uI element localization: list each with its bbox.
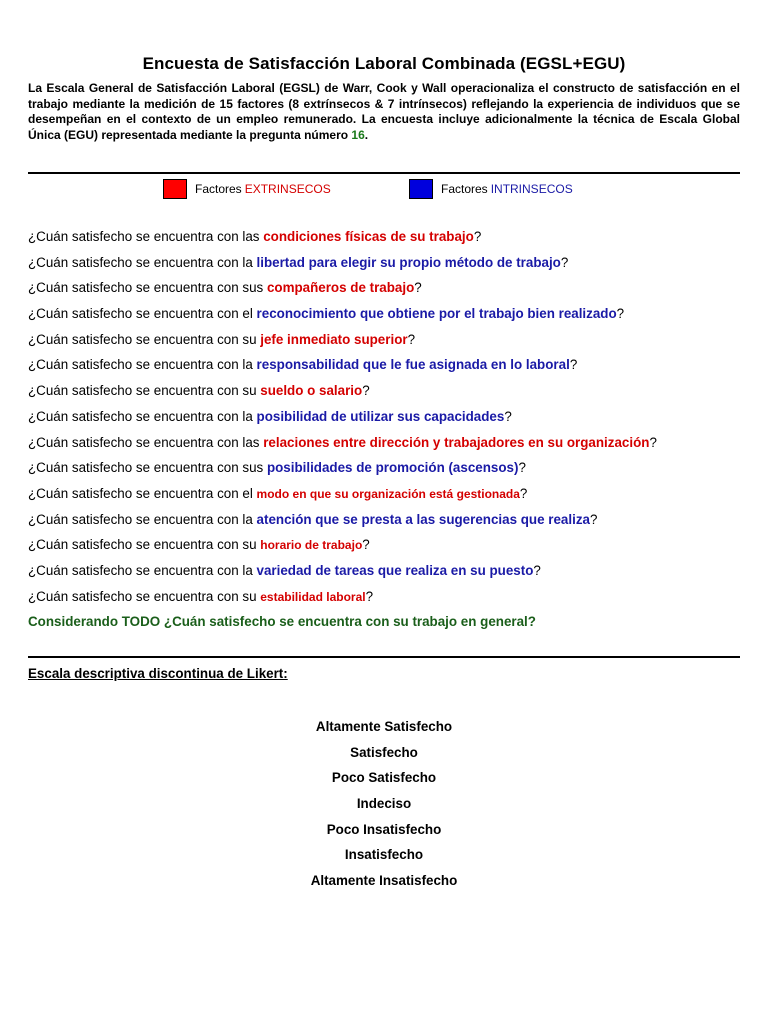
- question-factor-intrinsic: responsabilidad que le fue asignada en lo laboral: [256, 357, 570, 373]
- question-factor-intrinsic: libertad para elegir su propio método de trabajo: [256, 254, 561, 270]
- likert-scale-list: [184, 714, 584, 894]
- likert-option: Poco Satisfecho: [331, 770, 437, 786]
- question-factor-intrinsic: posibilidad de utilizar sus capacidades: [256, 408, 505, 424]
- question-item: [28, 532, 748, 558]
- question-factor-extrinsic: jefe inmediato superior: [260, 331, 408, 347]
- intro-text-end: .: [364, 127, 369, 142]
- questions-list: [28, 224, 748, 635]
- question-prefix: ¿Cuán satisfecho se encuentra con las: [28, 434, 264, 450]
- question-item: [28, 275, 748, 301]
- question-suffix: ?: [414, 280, 422, 296]
- question-prefix: ¿Cuán satisfecho se encuentra con el: [28, 306, 257, 322]
- likert-option: Altamente Insatisfecho: [310, 873, 458, 889]
- question-prefix: ¿Cuán satisfecho se encuentra con la: [28, 357, 257, 373]
- question-item: [28, 558, 748, 584]
- question-item: [28, 404, 748, 430]
- question-item: [28, 430, 748, 456]
- question-prefix: ¿Cuán satisfecho se encuentra con su: [28, 331, 261, 347]
- intro-paragraph: [28, 81, 740, 143]
- question-suffix: ?: [569, 357, 578, 373]
- question-suffix: ?: [407, 331, 416, 347]
- question-factor-extrinsic: horario de trabajo: [260, 538, 363, 553]
- question-item: [28, 250, 748, 276]
- question-item: [28, 455, 748, 481]
- question-prefix: ¿Cuán satisfecho se encuentra con las: [28, 229, 264, 244]
- question-item: [28, 378, 748, 404]
- intro-question-number: 16: [351, 127, 365, 142]
- question-suffix: ?: [365, 588, 374, 604]
- question-factor-extrinsic: modo en que su organización está gestionada: [256, 486, 520, 501]
- likert-option: Satisfecho: [350, 744, 418, 760]
- question-factor-extrinsic: sueldo o salario: [260, 383, 363, 399]
- question-suffix: ?: [589, 511, 598, 527]
- likert-scale-title: Escala descriptiva discontinua de Likert:: [28, 666, 288, 681]
- page-title: Encuesta de Satisfacción Laboral Combinada (EGSL+EGU): [142, 54, 626, 73]
- question-factor-intrinsic: posibilidades de promoción (ascensos): [266, 460, 519, 476]
- question-suffix: ?: [519, 485, 528, 501]
- final-question: [28, 609, 748, 635]
- question-item: [28, 507, 748, 533]
- question-prefix: ¿Cuán satisfecho se encuentra con su: [28, 383, 261, 399]
- legend-extrinsic-swatch: [163, 179, 187, 199]
- legend-extrinsic: [163, 178, 331, 200]
- question-prefix: ¿Cuán satisfecho se encuentra con la: [28, 254, 257, 270]
- question-item: [28, 481, 748, 507]
- bottom-divider: [28, 656, 740, 658]
- question-prefix: ¿Cuán satisfecho se encuentra con su: [28, 537, 261, 553]
- question-factor-extrinsic: compañeros de trabajo: [266, 280, 415, 296]
- question-suffix: ?: [362, 537, 370, 553]
- question-suffix: ?: [649, 434, 657, 450]
- legend-intrinsic-label: INTRINSECOS: [490, 182, 573, 196]
- question-factor-intrinsic: reconocimiento que obtiene por el trabajo bien realizado: [256, 306, 617, 322]
- question-prefix: ¿Cuán satisfecho se encuentra con la: [28, 511, 257, 527]
- legend-intrinsic-swatch: [409, 179, 433, 199]
- legend-intrinsic-prefix: Factores: [441, 182, 488, 196]
- question-suffix: ?: [504, 408, 512, 424]
- question-prefix: ¿Cuán satisfecho se encuentra con el: [28, 485, 257, 501]
- question-suffix: ?: [560, 254, 569, 270]
- question-prefix: ¿Cuán satisfecho se encuentra con sus: [28, 460, 267, 476]
- final-question-text: Considerando TODO ¿Cuán satisfecho se encuentra con su trabajo en general?: [28, 614, 536, 630]
- question-factor-extrinsic: condiciones físicas de su trabajo: [263, 229, 474, 244]
- question-prefix: ¿Cuán satisfecho se encuentra con sus: [28, 280, 267, 296]
- question-factor-extrinsic: estabilidad laboral: [260, 589, 366, 604]
- likert-option: Insatisfecho: [344, 847, 424, 863]
- question-item: [28, 352, 748, 378]
- question-item: [28, 584, 748, 610]
- top-divider: [28, 172, 740, 174]
- question-item: [28, 301, 748, 327]
- question-suffix: ?: [518, 460, 526, 476]
- likert-option: Indeciso: [356, 796, 412, 812]
- question-prefix: ¿Cuán satisfecho se encuentra con la: [28, 408, 257, 424]
- question-item: [28, 327, 748, 353]
- question-suffix: ?: [616, 306, 625, 322]
- likert-option: Poco Insatisfecho: [326, 821, 442, 837]
- question-factor-intrinsic: atención que se presta a las sugerencias que realiza: [256, 511, 590, 527]
- question-item: [28, 224, 748, 250]
- question-prefix: ¿Cuán satisfecho se encuentra con su: [28, 588, 261, 604]
- question-prefix: ¿Cuán satisfecho se encuentra con la: [28, 562, 257, 578]
- question-factor-extrinsic: relaciones entre dirección y trabajadores en su organización: [263, 434, 650, 450]
- legend-intrinsic: [409, 178, 573, 200]
- legend-extrinsic-prefix: Factores: [195, 182, 242, 196]
- question-suffix: ?: [533, 562, 541, 578]
- intro-text: La Escala General de Satisfacción Laboral (EGSL) de Warr, Cook y Wall operacionaliza el constructo de satisfacción en el trabajo mediante la medición de 15 factores (8 extrínsecos & 7 intrínsecos) reflejando la experiencia de individuos que se desempeñan en el contexto de un empleo remunerado. La encuesta incluye adicionalmente la técnica de Escala Global Única (EGU) representada mediante la pregunta número: [28, 81, 740, 142]
- question-suffix: ?: [473, 229, 482, 244]
- question-factor-intrinsic: variedad de tareas que realiza en su puesto: [256, 562, 534, 578]
- question-suffix: ?: [362, 383, 370, 399]
- likert-option: Altamente Satisfecho: [315, 719, 453, 734]
- legend-extrinsic-label: EXTRINSECOS: [244, 182, 331, 196]
